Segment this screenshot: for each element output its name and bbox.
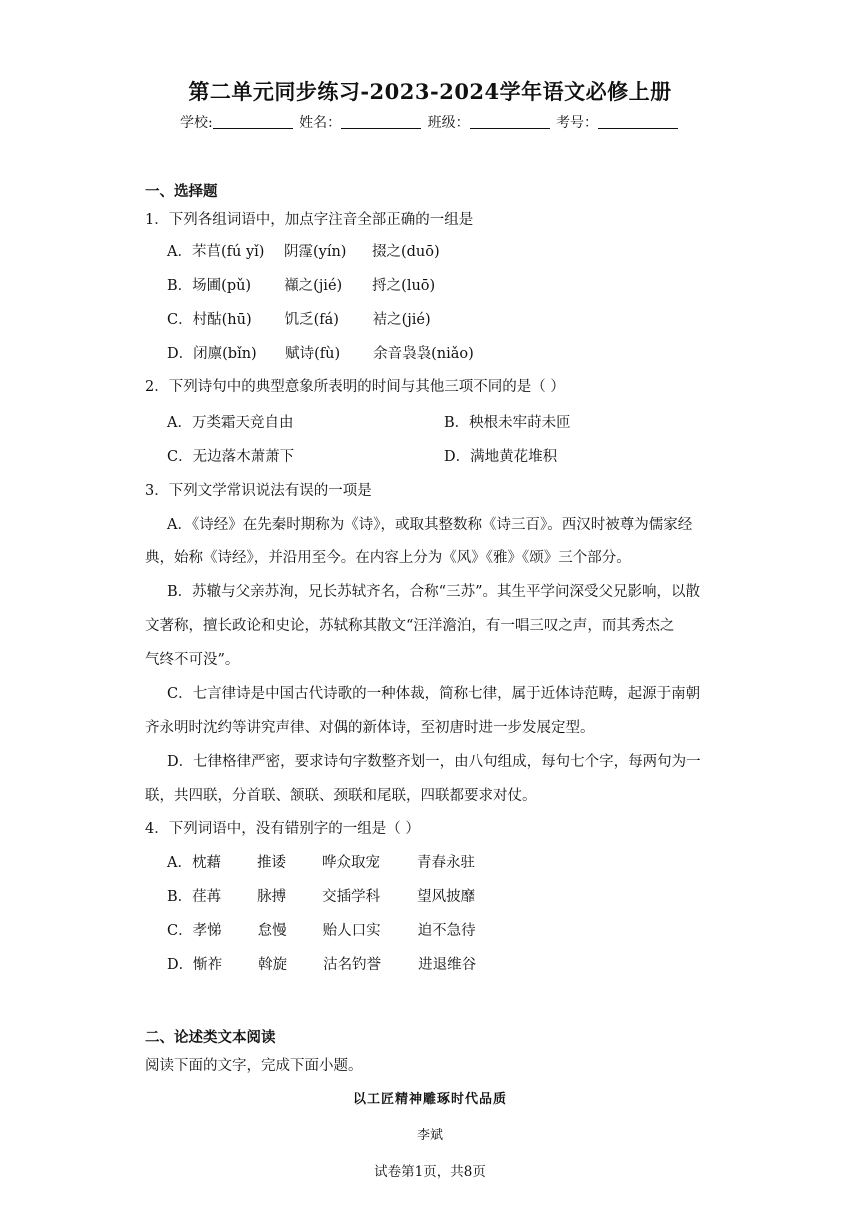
q3-option-a-line2: 典，始称《诗经》，并沿用至今。在内容上分为《风》《雅》《颂》三个部分。 (145, 550, 631, 566)
q1-option-c: C．村酤(hū) 饥乏(fá) 袺之(jié) (167, 312, 431, 328)
exam-no-blank[interactable] (598, 114, 678, 129)
reading-instruction: 阅读下面的文字，完成下面小题。 (145, 1058, 363, 1074)
q3-option-d-line1: D．七律格律严密，要求诗句字数整齐划一，由八句组成，每句七个字，每两句为一 (167, 754, 701, 770)
q1-option-d: D．闭廪(bǐn) 赋诗(fù) 余音袅袅(niǎo) (167, 346, 474, 362)
school-blank[interactable] (213, 114, 293, 129)
q2-option-b: B．秧根未牢莳未匝 (444, 415, 571, 431)
question-2-stem: 2．下列诗句中的典型意象所表明的时间与其他三项不同的是（ ） (145, 379, 565, 395)
page-title: 第二单元同步练习-2023-2024学年语文必修上册 (188, 79, 672, 104)
q2-option-d: D．满地黄花堆积 (444, 449, 558, 465)
school-label: 学校: (179, 115, 213, 131)
class-blank[interactable] (470, 114, 550, 129)
q1-option-a: A．芣苢(fú yǐ) 阴霪(yín) 掇之(duō) (167, 244, 440, 260)
q3-option-a-line1: A．《诗经》在先秦时期称为《诗》，或取其整数称《诗三百》。西汉时被尊为儒家经 (167, 517, 693, 533)
class-label: 班级： (427, 115, 470, 131)
exam-no-label: 考号： (556, 115, 599, 131)
q1-option-b: B．场圃(pǔ) 襭之(jié) 捋之(luō) (167, 278, 436, 294)
section-heading-choice: 一、选择题 (145, 183, 218, 200)
article-author: 李斌 (416, 1128, 443, 1143)
question-4-stem: 4．下列词语中，没有错别字的一组是（ ） (145, 821, 420, 837)
q4-option-d: D．惭祚 斡旋 沽名钓誉 进退维谷 (167, 957, 477, 973)
article-title: 以工匠精神雕琢时代品质 (352, 1092, 507, 1107)
q4-option-a: A．枕藉 推诿 哗众取宠 青春永驻 (167, 855, 475, 871)
q2-option-a: A．万类霜天竞自由 (167, 415, 294, 431)
q4-option-b: B．荏苒 脉搏 交插学科 望风披靡 (167, 889, 476, 905)
question-3-stem: 3．下列文学常识说法有误的一项是 (145, 483, 372, 499)
name-label: 姓名： (299, 115, 342, 131)
question-1-stem: 1．下列各组词语中，加点字注音全部正确的一组是 (145, 212, 474, 228)
page-footer: 试卷第1页，共8页 (374, 1164, 486, 1180)
section-heading-reading: 二、论述类文本阅读 (145, 1029, 276, 1046)
q3-option-b-line1: B．苏辙与父亲苏洵，兄长苏轼齐名，合称“三苏”。其生平学问深受父兄影响，以散 (167, 584, 700, 600)
q2-option-c: C．无边落木萧萧下 (167, 449, 295, 465)
student-info-row (0, 112, 860, 132)
q3-option-b-line2: 文著称，擅长政论和史论，苏轼称其散文“汪洋澹泊，有一唱三叹之声，而其秀杰之 (145, 618, 675, 634)
q3-option-c-line1: C．七言律诗是中国古代诗歌的一种体裁，简称七律，属于近体诗范畴，起源于南朝 (167, 686, 701, 702)
name-blank[interactable] (341, 114, 421, 129)
q3-option-c-line2: 齐永明时沈约等讲究声律、对偶的新体诗，至初唐时进一步发展定型。 (145, 720, 595, 736)
q3-option-d-line2: 联，共四联，分首联、颔联、颈联和尾联，四联都要求对仗。 (145, 788, 537, 804)
q3-option-b-line3: 气终不可没”。 (145, 652, 240, 668)
q4-option-c: C．孝悌 怠慢 贻人口实 迫不急待 (167, 923, 476, 939)
